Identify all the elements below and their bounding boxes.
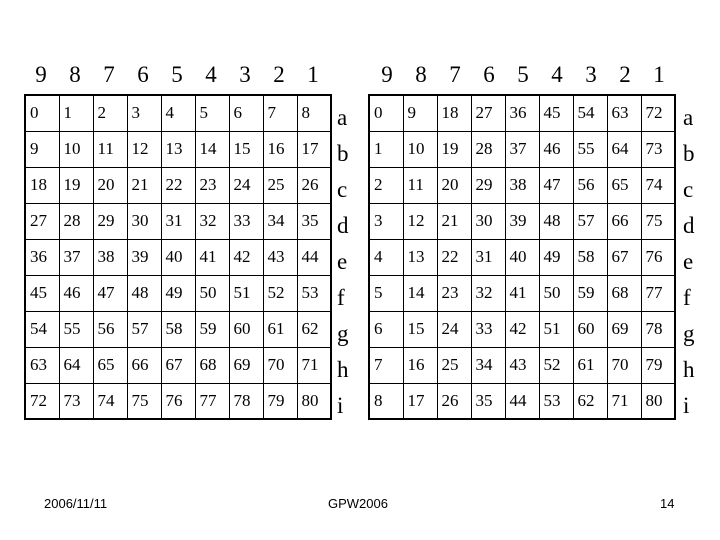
grid-cell: 11 — [403, 167, 437, 203]
grid-cell: 75 — [127, 383, 161, 419]
grid-cell: 21 — [127, 167, 161, 203]
grid-cell: 76 — [161, 383, 195, 419]
grid-cell: 39 — [127, 239, 161, 275]
grid-cell: 34 — [263, 203, 297, 239]
grid-cell: 30 — [127, 203, 161, 239]
column-label: 4 — [551, 62, 563, 87]
column-label: 4 — [205, 62, 217, 87]
grid-cell: 31 — [161, 203, 195, 239]
grid-cell: 4 — [161, 95, 195, 131]
column-label: 8 — [69, 62, 81, 87]
grid-cell: 37 — [505, 131, 539, 167]
grid-cell: 55 — [573, 131, 607, 167]
grid-cell: 0 — [25, 95, 59, 131]
grid-cell: 44 — [505, 383, 539, 419]
grid-cell: 59 — [195, 311, 229, 347]
row-label: h — [337, 357, 349, 382]
row-label: a — [683, 105, 694, 130]
grid-cell: 19 — [437, 131, 471, 167]
grid-cell: 51 — [229, 275, 263, 311]
column-labels-left — [24, 62, 330, 88]
grid-cell: 15 — [229, 131, 263, 167]
grid-cell: 12 — [403, 203, 437, 239]
grid-cell: 17 — [403, 383, 437, 419]
grid-cell: 1 — [59, 95, 93, 131]
grid-cell: 45 — [539, 95, 573, 131]
grid-cell: 43 — [263, 239, 297, 275]
grid-cell: 29 — [93, 203, 127, 239]
grid-cell: 0 — [369, 95, 403, 131]
grid-cell: 31 — [471, 239, 505, 275]
column-label: 6 — [137, 62, 149, 87]
grid-cell: 27 — [25, 203, 59, 239]
grid-cell: 10 — [59, 131, 93, 167]
column-label: 9 — [35, 62, 47, 87]
grid-cell: 57 — [127, 311, 161, 347]
column-labels-right — [370, 62, 676, 88]
row-label: e — [683, 249, 694, 274]
grid-cell: 71 — [297, 347, 331, 383]
grid-row — [25, 347, 331, 383]
grid-cell: 14 — [403, 275, 437, 311]
grid-cell: 65 — [93, 347, 127, 383]
grid-cell: 32 — [195, 203, 229, 239]
row-label: i — [683, 393, 690, 418]
grid-cell: 17 — [297, 131, 331, 167]
grid-row — [369, 203, 675, 239]
grid-cell: 53 — [297, 275, 331, 311]
grid-row — [369, 167, 675, 203]
grid-cell: 64 — [607, 131, 641, 167]
grid-cell: 9 — [25, 131, 59, 167]
grid-row — [25, 239, 331, 275]
grid-cell: 50 — [539, 275, 573, 311]
board-right — [368, 94, 676, 420]
grid-row — [369, 383, 675, 419]
grid-cell: 38 — [93, 239, 127, 275]
grid-cell: 51 — [539, 311, 573, 347]
grid-cell: 61 — [573, 347, 607, 383]
row-label: e — [337, 249, 348, 274]
row-label: d — [337, 213, 349, 238]
grid-cell: 68 — [607, 275, 641, 311]
grid-row — [25, 95, 331, 131]
row-label: f — [337, 285, 345, 310]
grid-cell: 80 — [297, 383, 331, 419]
grid-row — [369, 239, 675, 275]
grid-cell: 28 — [59, 203, 93, 239]
grid-cell: 14 — [195, 131, 229, 167]
grid-cell: 58 — [161, 311, 195, 347]
grid-cell: 43 — [505, 347, 539, 383]
grid-cell: 78 — [229, 383, 263, 419]
footer-date: 2006/11/11 — [44, 496, 108, 511]
row-label: g — [337, 321, 349, 346]
grid-cell: 26 — [437, 383, 471, 419]
grid-cell: 2 — [369, 167, 403, 203]
grid-cell: 75 — [641, 203, 675, 239]
grid-cell: 1 — [369, 131, 403, 167]
grid-cell: 25 — [437, 347, 471, 383]
grid-row — [369, 275, 675, 311]
grid-cell: 18 — [437, 95, 471, 131]
row-label: f — [683, 285, 691, 310]
grid-cell: 27 — [471, 95, 505, 131]
grid-cell: 47 — [93, 275, 127, 311]
grid-cell: 58 — [573, 239, 607, 275]
grid-cell: 60 — [229, 311, 263, 347]
grid-cell: 62 — [573, 383, 607, 419]
grid-cell: 48 — [127, 275, 161, 311]
column-label: 7 — [103, 62, 115, 87]
grid-cell: 7 — [369, 347, 403, 383]
grid-cell: 39 — [505, 203, 539, 239]
grid-cell: 9 — [403, 95, 437, 131]
grid-cell: 65 — [607, 167, 641, 203]
grid-row — [25, 311, 331, 347]
grid-cell: 20 — [437, 167, 471, 203]
page-number: 14 — [660, 496, 675, 511]
column-label: 3 — [585, 62, 597, 87]
grid-right — [368, 94, 676, 420]
grid-cell: 53 — [539, 383, 573, 419]
grid-cell: 47 — [539, 167, 573, 203]
grid-cell: 5 — [195, 95, 229, 131]
grid-row — [369, 347, 675, 383]
grid-cell: 41 — [195, 239, 229, 275]
grid-row — [369, 311, 675, 347]
row-labels-left — [337, 96, 349, 420]
grid-cell: 52 — [263, 275, 297, 311]
grid-row — [25, 275, 331, 311]
grid-cell: 11 — [93, 131, 127, 167]
grid-cell: 13 — [161, 131, 195, 167]
grid-row — [25, 203, 331, 239]
grid-cell: 28 — [471, 131, 505, 167]
grid-cell: 72 — [641, 95, 675, 131]
grid-cell: 40 — [161, 239, 195, 275]
grid-cell: 68 — [195, 347, 229, 383]
grid-cell: 80 — [641, 383, 675, 419]
grid-row — [25, 131, 331, 167]
grid-cell: 66 — [607, 203, 641, 239]
grid-cell: 54 — [25, 311, 59, 347]
grid-cell: 25 — [263, 167, 297, 203]
grid-cell: 78 — [641, 311, 675, 347]
column-label: 6 — [483, 62, 495, 87]
grid-cell: 44 — [297, 239, 331, 275]
grid-cell: 52 — [539, 347, 573, 383]
grid-cell: 10 — [403, 131, 437, 167]
grid-cell: 46 — [59, 275, 93, 311]
row-label: c — [683, 177, 694, 202]
grid-cell: 66 — [127, 347, 161, 383]
row-label: d — [683, 213, 695, 238]
grid-cell: 73 — [641, 131, 675, 167]
grid-cell: 19 — [59, 167, 93, 203]
grid-cell: 50 — [195, 275, 229, 311]
grid-cell: 34 — [471, 347, 505, 383]
grid-cell: 48 — [539, 203, 573, 239]
column-label: 1 — [653, 62, 665, 87]
grid-cell: 67 — [161, 347, 195, 383]
grid-cell: 35 — [297, 203, 331, 239]
grid-cell: 36 — [25, 239, 59, 275]
grid-cell: 12 — [127, 131, 161, 167]
grid-cell: 13 — [403, 239, 437, 275]
grid-cell: 24 — [229, 167, 263, 203]
column-label: 5 — [171, 62, 183, 87]
row-label: c — [337, 177, 348, 202]
grid-cell: 49 — [161, 275, 195, 311]
grid-cell: 41 — [505, 275, 539, 311]
grid-cell: 23 — [437, 275, 471, 311]
grid-cell: 21 — [437, 203, 471, 239]
column-label: 9 — [381, 62, 393, 87]
grid-cell: 24 — [437, 311, 471, 347]
grid-cell: 3 — [369, 203, 403, 239]
grid-cell: 38 — [505, 167, 539, 203]
grid-cell: 6 — [229, 95, 263, 131]
grid-cell: 2 — [93, 95, 127, 131]
column-label: 3 — [239, 62, 251, 87]
grid-cell: 22 — [161, 167, 195, 203]
grid-cell: 70 — [263, 347, 297, 383]
grid-cell: 56 — [93, 311, 127, 347]
grid-cell: 46 — [539, 131, 573, 167]
row-label: b — [683, 141, 695, 166]
grid-cell: 69 — [229, 347, 263, 383]
grid-cell: 67 — [607, 239, 641, 275]
row-label: g — [683, 321, 695, 346]
column-label: 7 — [449, 62, 461, 87]
grid-cell: 69 — [607, 311, 641, 347]
grid-cell: 40 — [505, 239, 539, 275]
grid-row — [369, 131, 675, 167]
grid-row — [25, 167, 331, 203]
grid-cell: 42 — [505, 311, 539, 347]
row-label: b — [337, 141, 349, 166]
column-label: 8 — [415, 62, 427, 87]
grid-cell: 79 — [263, 383, 297, 419]
grid-cell: 57 — [573, 203, 607, 239]
row-labels-right — [683, 96, 695, 420]
grid-cell: 8 — [369, 383, 403, 419]
column-label: 5 — [517, 62, 529, 87]
grid-cell: 26 — [297, 167, 331, 203]
grid-cell: 5 — [369, 275, 403, 311]
grid-cell: 77 — [641, 275, 675, 311]
grid-cell: 33 — [471, 311, 505, 347]
grid-row — [25, 383, 331, 419]
grid-cell: 54 — [573, 95, 607, 131]
grid-cell: 60 — [573, 311, 607, 347]
grid-cell: 18 — [25, 167, 59, 203]
grid-cell: 16 — [263, 131, 297, 167]
grid-cell: 55 — [59, 311, 93, 347]
grid-cell: 4 — [369, 239, 403, 275]
grid-cell: 20 — [93, 167, 127, 203]
grid-cell: 3 — [127, 95, 161, 131]
grid-cell: 63 — [607, 95, 641, 131]
grid-cell: 42 — [229, 239, 263, 275]
grid-cell: 37 — [59, 239, 93, 275]
grid-cell: 56 — [573, 167, 607, 203]
grid-cell: 59 — [573, 275, 607, 311]
grid-cell: 61 — [263, 311, 297, 347]
grid-cell: 8 — [297, 95, 331, 131]
row-label: h — [683, 357, 695, 382]
grid-cell: 23 — [195, 167, 229, 203]
grid-cell: 77 — [195, 383, 229, 419]
grid-cell: 73 — [59, 383, 93, 419]
column-label: 1 — [307, 62, 319, 87]
column-label: 2 — [273, 62, 285, 87]
grid-cell: 7 — [263, 95, 297, 131]
grid-cell: 71 — [607, 383, 641, 419]
grid-cell: 62 — [297, 311, 331, 347]
grid-cell: 72 — [25, 383, 59, 419]
board-left — [24, 94, 332, 420]
grid-cell: 33 — [229, 203, 263, 239]
grid-cell: 35 — [471, 383, 505, 419]
grid-cell: 15 — [403, 311, 437, 347]
column-label: 2 — [619, 62, 631, 87]
grid-cell: 32 — [471, 275, 505, 311]
grid-cell: 30 — [471, 203, 505, 239]
grid-cell: 63 — [25, 347, 59, 383]
grid-row — [369, 95, 675, 131]
grid-cell: 49 — [539, 239, 573, 275]
row-label: i — [337, 393, 344, 418]
row-label: a — [337, 105, 348, 130]
grid-cell: 79 — [641, 347, 675, 383]
grid-cell: 6 — [369, 311, 403, 347]
grid-cell: 36 — [505, 95, 539, 131]
grid-cell: 74 — [93, 383, 127, 419]
grid-cell: 74 — [641, 167, 675, 203]
footer-center: GPW2006 — [328, 496, 388, 511]
grid-left — [24, 94, 332, 420]
grid-cell: 29 — [471, 167, 505, 203]
grid-cell: 45 — [25, 275, 59, 311]
grid-cell: 76 — [641, 239, 675, 275]
grid-cell: 22 — [437, 239, 471, 275]
grid-cell: 64 — [59, 347, 93, 383]
grid-cell: 16 — [403, 347, 437, 383]
grid-cell: 70 — [607, 347, 641, 383]
